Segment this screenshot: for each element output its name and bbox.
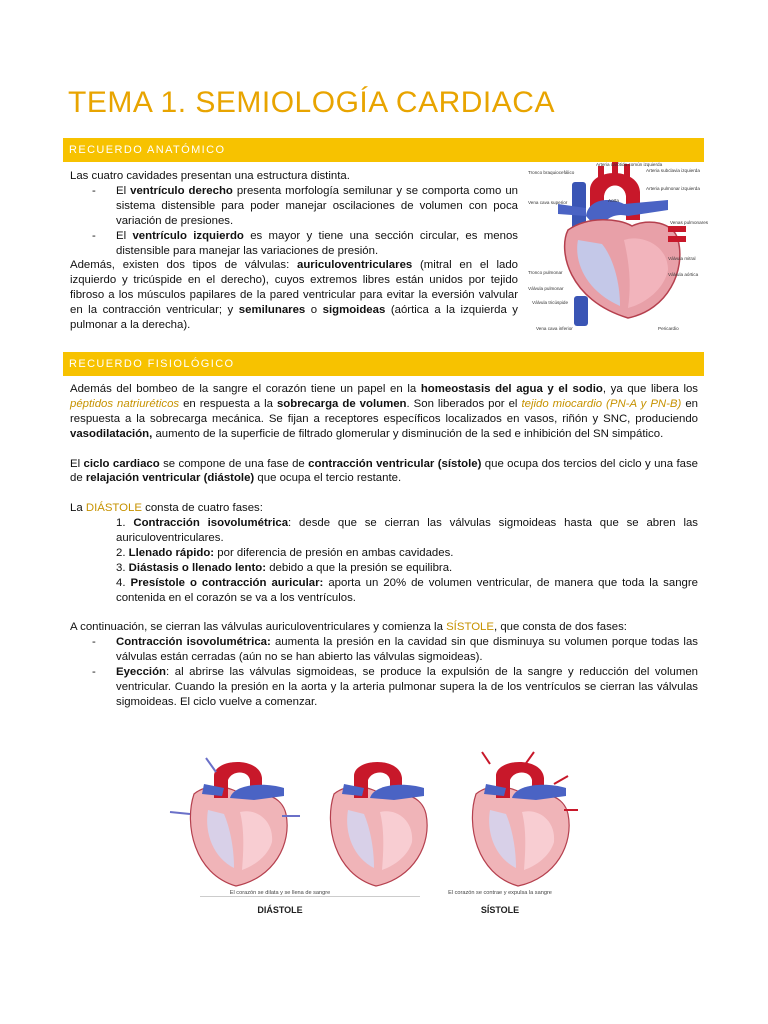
item-text: presenta morfología semilunar y se comporta como un sistema distensible para poder manejar oscilaciones de volumen con poca variación de presiones. xyxy=(116,184,518,227)
anatomico-text xyxy=(70,169,518,333)
valvulas-paragraph: Además, existen dos tipos de válvulas: auriculoventriculares (mitral en el lado izquierdo y tricúspide en el derecho), cuyos extremos libres están unidos por tejido fibroso a los músculos papilares de la pared ventricular para evitar la eversión valvular en la contracción ventricular; y semilunares o sigmoideas (aórtica a la izquierda y pulmonar a la derecha). xyxy=(70,259,518,332)
section-banner-anatomico: RECUERDO ANATÓMICO xyxy=(63,138,704,162)
item-bold: ventrículo izquierdo xyxy=(132,229,244,242)
dash-marker: - xyxy=(92,184,96,197)
heart-label: Venas pulmonares xyxy=(670,220,709,225)
item-bold: ventrículo derecho xyxy=(130,184,233,197)
p-ciclo-cardiaco: El ciclo cardiaco se compone de una fase de contracción ventricular (sístole) que ocupa dos tercios del ciclo y una fase de relajación ventricular (diástole) que ocupa el tercio restante. xyxy=(70,457,699,485)
heart-label: Arteria subclavia izquierda xyxy=(646,168,700,173)
list-item: 1. Contracción isovolumétrica: desde que se cierran las válvulas sigmoideas hasta que se abren las auriculoventriculares. xyxy=(116,517,699,545)
anatomico-intro: Las cuatro cavidades presentan una estructura distinta. xyxy=(70,170,350,182)
heart-label: Tronco pulmonar xyxy=(528,270,563,275)
caption-sistole: El corazón se contrae y expulsa la sangre xyxy=(448,890,552,896)
section-banner-fisiologico: RECUERDO FISIOLÓGICO xyxy=(63,352,704,376)
label-diastole: DIÁSTOLE xyxy=(257,905,303,915)
heart-label: Tronco braquiocefálico xyxy=(528,170,575,175)
list-item xyxy=(70,229,518,259)
list-item: 4. Presístole o contracción auricular: aporta un 20% de volumen ventricular, de manera que toda la sangre contenida en el corazón se va a los ventrículos. xyxy=(116,576,698,604)
list-item xyxy=(70,184,518,229)
label-sistole: SÍSTOLE xyxy=(480,905,520,915)
list-item: 2. Llenado rápido: por diferencia de presión en ambas cavidades. xyxy=(116,546,454,559)
heart-label: Válvula mitral xyxy=(668,256,696,261)
dash-marker: - xyxy=(92,666,96,679)
heart-label: Vena cava superior xyxy=(528,200,568,205)
p-sistole-intro: A continuación, se cierran las válvulas auriculoventriculares y comienza la SÍSTOLE, que consta de dos fases: xyxy=(70,621,627,634)
heart-anatomy-illustration xyxy=(528,160,709,332)
page-title: TEMA 1. SEMIOLOGÍA CARDIACA xyxy=(68,86,555,119)
heart-label: Válvula pulmonar xyxy=(528,286,564,291)
item-text: El xyxy=(116,229,133,242)
heart-label: Válvula aórtica xyxy=(668,272,699,277)
item-text: El xyxy=(116,184,131,197)
dash-marker: - xyxy=(92,229,96,242)
p-homeostasis: Además del bombeo de la sangre el corazón tiene un papel en la homeostasis del agua y el sodio, ya que libera los péptidos natriuréticos en respuesta a la sobrecarga de volumen. Son liberados por el tejido miocardio (PN-A y PN-B) en respuesta a la sobrecarga mecánica. Se fijan a receptores específicos localizados en vasos, riñón y SNC, produciendo vasodilatación, aumento de la superficie de filtrado glomerular y disminución de la sed e inhibición del SN simpático. xyxy=(70,383,699,440)
list-item: 3. Diástasis o llenado lento: debido a que la presión se equilibra. xyxy=(116,561,453,574)
heart-label: Válvula tricúspide xyxy=(532,300,569,305)
list-item: - Contracción isovolumétrica: aumenta la presión en la cavidad sin que disminuya su volumen porque todas las válvulas están cerradas (aún no se han abierto las válvulas sigmoideas). xyxy=(70,635,698,665)
list-item: - Eyección: al abrirse las válvulas sigmoideas, se produce la expulsión de la sangre y reducción del volumen ventricular. Cuando la presión en la aorta y la arteria pulmonar supera la de los ventrículos se cierran las válvulas sigmoideas. El ciclo vuelve a comenzar. xyxy=(70,665,698,710)
heart-label: Vena cava inferior xyxy=(536,326,573,331)
item-text: es mayor y tiene una sección circular, es menos distensible para manejar las variaciones de presión. xyxy=(116,229,518,257)
heart-label: Aorta xyxy=(608,198,619,203)
dash-marker: - xyxy=(92,636,96,649)
fisiologico-text xyxy=(70,382,698,710)
heart-label: Arteria pulmonar izquierda xyxy=(646,186,700,191)
heart-label: Arteria carótida común izquierda xyxy=(596,162,663,167)
caption-diastole: El corazón se dilata y se llena de sangre xyxy=(229,890,331,896)
p-diastole-intro: La DIÁSTOLE consta de cuatro fases: xyxy=(70,502,263,515)
heart-label: Pericardio xyxy=(658,326,679,331)
cardiac-cycle-illustration xyxy=(170,750,585,920)
